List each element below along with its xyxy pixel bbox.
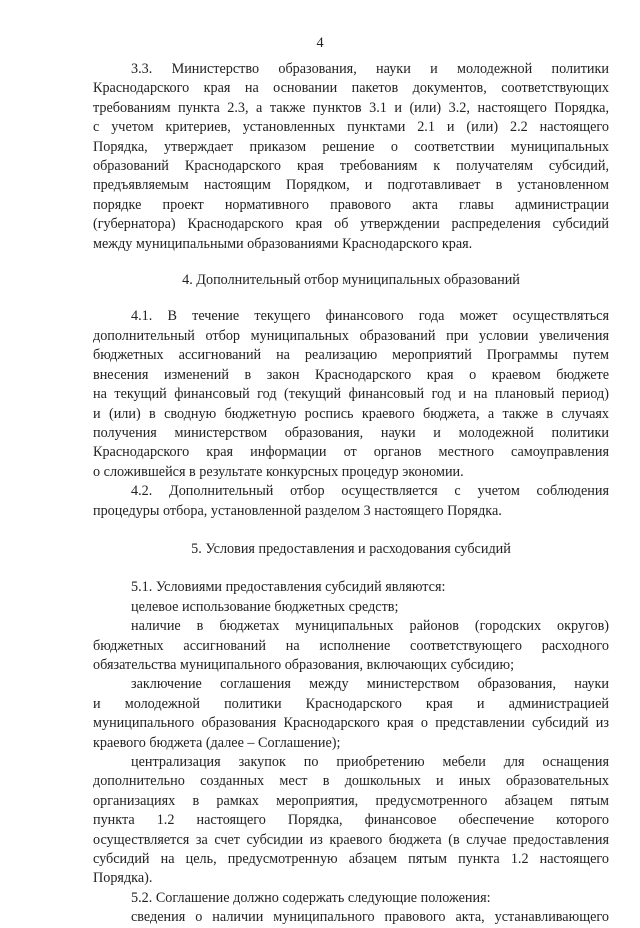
section-heading-5: 5. Условия предоставления и расходования субсидий [191,540,511,557]
paragraph-5-1-d [93,753,609,889]
text-line: между муниципальными образованиями Краснодарского края. [93,235,473,252]
text-line: наличие в бюджетах муниципальных районов (городских округов) [131,618,609,635]
text-line: бюджетных ассигнований на исполнение соответствующего расходного [93,637,609,654]
text-line: заключение соглашения между министерством образования, науки [131,676,609,693]
paragraph-4-1 [93,307,609,482]
text-line: порядке проект нормативного правового акта главы администрации [93,196,609,213]
text-line: 4.1. В течение текущего финансового года может осуществляться [131,308,609,325]
text-line: о сложившейся в результате конкурсных процедур экономии. [93,463,464,480]
text-line: 5.2. Соглашение должно содержать следующие положения: [131,889,491,906]
text-line: дополнительно созданных мест в дошкольных и иных образовательных [93,773,609,790]
text-line: бюджетных ассигнований на реализацию мероприятий Программы путем [93,347,609,364]
section-heading-4: 4. Дополнительный отбор муниципальных образований [182,272,520,289]
paragraph-5-1-b [93,617,609,675]
text-line: требованиям пункта 2.3, а также пунктов 3.1 и (или) 3.2, настоящего Порядка, [93,99,609,116]
text-line: субсидий на цель, предусмотренную абзацем пятым пункта 1.2 настоящего [93,851,609,868]
paragraph-5-2 [93,889,609,908]
text-line: и молодежной политики Краснодарского края и администрацией [93,695,609,712]
text-line: 4.2. Дополнительный отбор осуществляется с учетом соблюдения [131,483,609,500]
paragraph-4-2 [93,482,609,521]
text-line: и (или) в сводную бюджетную роспись краевого бюджета, а также в случаях [93,405,609,422]
text-line: дополнительный отбор муниципальных образований при условии увеличения [93,327,609,344]
paragraph-3-3 [93,60,609,254]
text-line: обязательства муниципального образования, включающих субсидию; [93,656,515,673]
text-line: Порядка, утверждает приказом решение о соответствии муниципальных [93,138,609,155]
paragraph-5-1-a [93,598,609,617]
paragraph-5-2-a [93,908,609,927]
text-line: целевое использование бюджетных средств; [131,598,399,615]
text-line: с учетом критериев, установленных пунктами 2.1 и (или) 2.2 настоящего [93,119,609,136]
text-line: внесения изменений в закон Краснодарского края о краевом бюджете [93,366,609,383]
text-line: процедуры отбора, установленной разделом 3 настоящего Порядка. [93,502,502,519]
paragraph-5-1-c [93,675,609,753]
text-line: Краснодарского края на основании пакетов документов, соответствующих [93,80,609,97]
text-line: (губернатора) Краснодарского края об утверждении распределения субсидий [93,216,609,233]
text-line: осуществляется за счет субсидии из краевого бюджета (в случае предоставления [93,831,609,848]
text-line: сведения о наличии муниципального правового акта, устанавливающего [131,909,609,926]
text-line: 5.1. Условиями предоставления субсидий являются: [131,579,446,596]
paragraph-5-1 [93,578,609,597]
text-line: Порядка). [93,870,153,887]
document-body [93,60,609,928]
text-line: получения министерством образования, науки и молодежной политики [93,424,609,441]
text-line: муниципального образования Краснодарского края о представлении субсидий из [93,715,609,732]
text-line: Краснодарского края информации от органов местного самоуправления [93,444,609,461]
text-line: образований Краснодарского края требованиям к получателям субсидий, [93,158,609,175]
text-line: 3.3. Министерство образования, науки и молодежной политики [131,61,609,77]
text-line: предъявляемым настоящим Порядком, и подготавливает в установленном [93,177,609,194]
text-line: организациях в рамках мероприятия, предусмотренного абзацем пятым [93,792,609,809]
text-line: пункта 1.2 настоящего Порядка, финансовое обеспечение которого [93,812,609,829]
text-line: централизация закупок по приобретению мебели для оснащения [131,754,609,770]
text-line: краевого бюджета (далее – Соглашение); [93,734,341,751]
text-line: на текущий финансовый год (текущий финансовый год и на плановый период) [93,386,609,403]
page-number: 4 [316,35,324,51]
